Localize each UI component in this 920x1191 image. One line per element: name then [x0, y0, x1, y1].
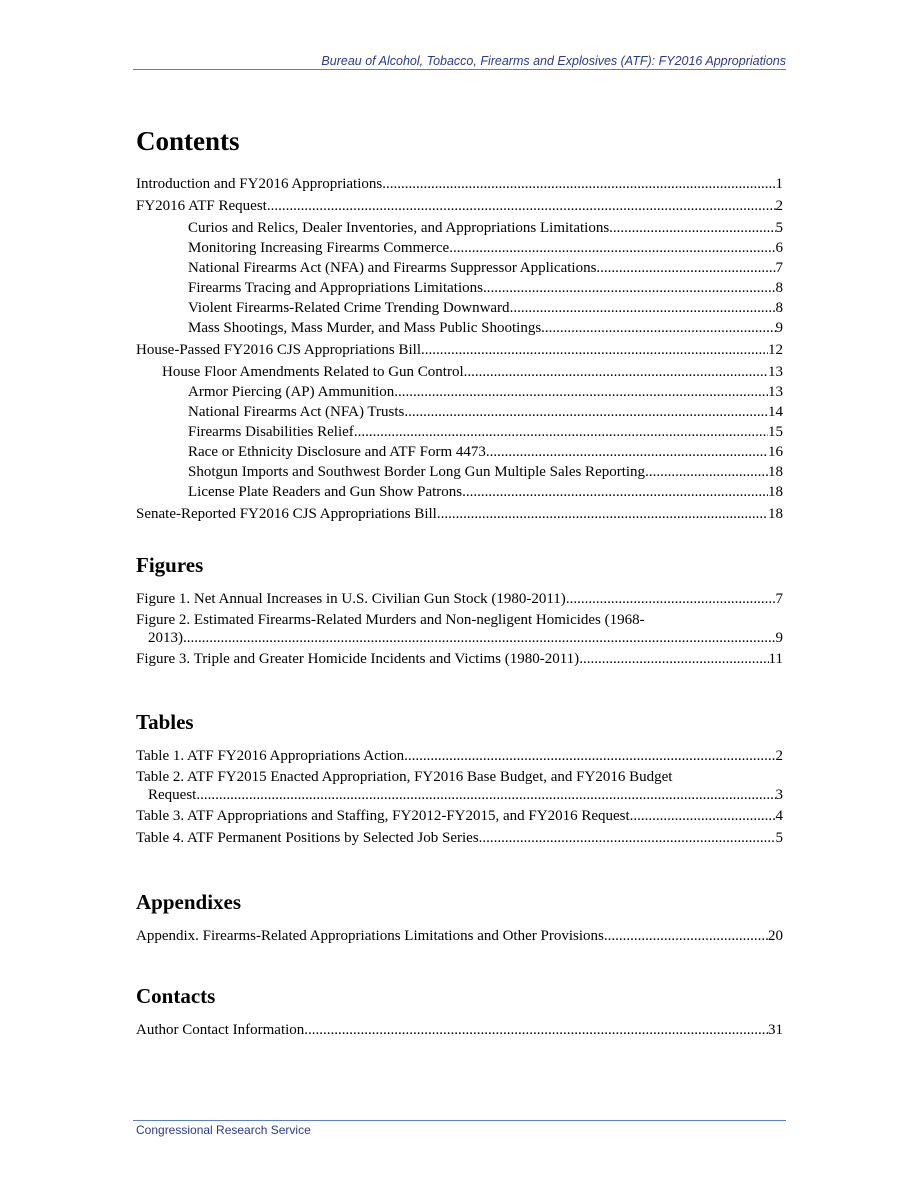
table-entry-4[interactable]: Table 4. ATF Permanent Positions by Selected Job Series ..... 5 — [136, 828, 783, 848]
contents-list — [136, 174, 783, 524]
toc-entry-disabilities-relief[interactable]: Firearms Disabilities Relief ..... 15 — [136, 422, 783, 442]
tables-heading: Tables — [136, 710, 194, 734]
toc-entry-senate-reported-bill[interactable]: Senate-Reported FY2016 CJS Appropriations Bill ..... 18 — [136, 504, 783, 524]
tables-list — [136, 746, 783, 848]
toc-entry-house-floor-amendments[interactable]: House Floor Amendments Related to Gun Control ..... 13 — [136, 362, 783, 382]
toc-entry-monitoring-commerce[interactable]: Monitoring Increasing Firearms Commerce ..... 6 — [136, 238, 783, 258]
toc-entry-firearms-tracing[interactable]: Firearms Tracing and Appropriations Limitations ..... 8 — [136, 278, 783, 298]
contents-heading: Contents — [136, 126, 240, 156]
appendixes-list — [136, 926, 783, 946]
header-divider — [133, 69, 786, 70]
toc-entry-armor-piercing[interactable]: Armor Piercing (AP) Ammunition ..... 13 — [136, 382, 783, 402]
footer-divider — [133, 1120, 786, 1121]
toc-entry-introduction[interactable]: Introduction and FY2016 Appropriations ..... 1 — [136, 174, 783, 194]
contact-entry[interactable]: Author Contact Information ..... 31 — [136, 1020, 783, 1040]
figure-entry-1[interactable]: Figure 1. Net Annual Increases in U.S. Civilian Gun Stock (1980-2011) ..... 7 — [136, 589, 783, 609]
appendixes-heading: Appendixes — [136, 890, 242, 914]
toc-entry-race-ethnicity[interactable]: Race or Ethnicity Disclosure and ATF Form 4473 ..... 16 — [136, 442, 783, 462]
toc-entry-fy2016-request[interactable]: FY2016 ATF Request ..... 2 — [136, 196, 783, 216]
figures-heading: Figures — [136, 553, 204, 577]
toc-entry-house-passed-bill[interactable]: House-Passed FY2016 CJS Appropriations Bill ..... 12 — [136, 340, 783, 360]
toc-entry-mass-shootings[interactable]: Mass Shootings, Mass Murder, and Mass Public Shootings ..... 9 — [136, 318, 783, 338]
toc-entry-shotgun-imports[interactable]: Shotgun Imports and Southwest Border Long Gun Multiple Sales Reporting ..... 18 — [136, 462, 783, 482]
figures-list — [136, 589, 783, 669]
toc-entry-curios-relics[interactable]: Curios and Relics, Dealer Inventories, and Appropriations Limitations ..... 5 — [136, 218, 783, 238]
toc-entry-nfa-suppressor[interactable]: National Firearms Act (NFA) and Firearms Suppressor Applications ..... 7 — [136, 258, 783, 278]
toc-entry-license-plate-readers[interactable]: License Plate Readers and Gun Show Patrons ..... 18 — [136, 482, 783, 502]
table-entry-1[interactable]: Table 1. ATF FY2016 Appropriations Action ..... 2 — [136, 746, 783, 766]
toc-entry-violent-crime[interactable]: Violent Firearms-Related Crime Trending Downward ..... 8 — [136, 298, 783, 318]
footer-publisher: Congressional Research Service — [136, 1123, 311, 1137]
contacts-list — [136, 1020, 783, 1040]
toc-entry-nfa-trusts[interactable]: National Firearms Act (NFA) Trusts ..... 14 — [136, 402, 783, 422]
table-entry-2[interactable]: Table 2. ATF FY2015 Enacted Appropriation, FY2016 Base Budget, and FY2016 Budget Request ..... 3 — [136, 768, 783, 804]
figure-entry-2[interactable]: Figure 2. Estimated Firearms-Related Murders and Non-negligent Homicides (1968- 2013) ..... 9 — [136, 611, 783, 647]
table-entry-3[interactable]: Table 3. ATF Appropriations and Staffing, FY2012-FY2015, and FY2016 Request ..... 4 — [136, 806, 783, 826]
contacts-heading: Contacts — [136, 984, 216, 1008]
appendix-entry[interactable]: Appendix. Firearms-Related Appropriations Limitations and Other Provisions ..... 20 — [136, 926, 783, 946]
figure-entry-3[interactable]: Figure 3. Triple and Greater Homicide Incidents and Victims (1980-2011) ..... 11 — [136, 649, 783, 669]
running-header: Bureau of Alcohol, Tobacco, Firearms and Explosives (ATF): FY2016 Appropriations — [321, 54, 786, 68]
